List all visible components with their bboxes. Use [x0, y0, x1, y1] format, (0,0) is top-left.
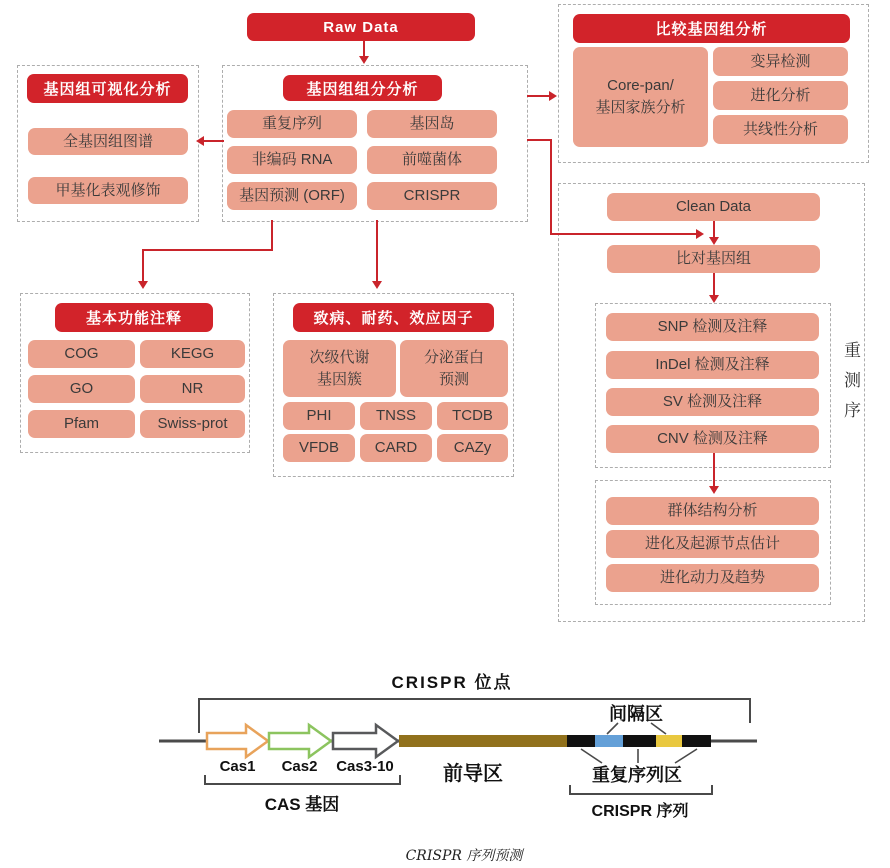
- arrowhead-visualization: [196, 136, 204, 146]
- repeat-region-label: 重复序列区: [592, 765, 682, 785]
- node-phi: PHI: [283, 402, 355, 430]
- leader-region-label: 前导区: [443, 763, 503, 785]
- crispr-sequence-label: CRISPR 序列: [591, 803, 689, 820]
- node-gene-island: 基因岛: [367, 110, 497, 138]
- node-snp: SNP 检测及注释: [606, 313, 819, 341]
- secreted-protein-line1: 分泌蛋白: [423, 348, 484, 366]
- arrowhead-align: [709, 237, 719, 245]
- node-nr: NR: [140, 375, 245, 403]
- node-secondary-metabolite: [283, 340, 396, 397]
- spacer-segment-blue: [595, 735, 623, 747]
- leader-region-bar: [399, 735, 567, 747]
- resequencing-side-label: 重测序: [841, 341, 860, 431]
- crispr-locus-title: CRISPR 位点: [391, 673, 513, 692]
- node-secreted-protein: [400, 340, 508, 397]
- cas1-gene-arrow: [207, 725, 268, 757]
- component-title: 基因组组分分析: [283, 75, 442, 101]
- node-card: CARD: [360, 434, 432, 462]
- repeat-segment-2: [623, 735, 656, 747]
- arrow-component-to-pathogen: [376, 220, 378, 283]
- node-gene-prediction: 基因预测 (ORF): [227, 182, 357, 210]
- node-synteny-analysis: 共线性分析: [713, 115, 848, 144]
- arrow-component-to-comparative: [527, 95, 551, 97]
- arrowhead-comparative: [549, 91, 557, 101]
- node-sv: SV 检测及注释: [606, 388, 819, 416]
- node-prophage: 前噬菌体: [367, 146, 497, 174]
- node-origin-estimation: 进化及起源节点估计: [606, 530, 819, 558]
- arrowhead-resequencing-merge: [696, 229, 704, 239]
- arrow-component-to-annotation-h: [142, 249, 273, 251]
- node-tcdb: TCDB: [437, 402, 508, 430]
- node-kegg: KEGG: [140, 340, 245, 368]
- secreted-protein-line2: 预测: [438, 370, 469, 388]
- node-cazy: CAZy: [437, 434, 508, 462]
- node-cog: COG: [28, 340, 135, 368]
- core-pan-line2: 基因家族分析: [595, 99, 686, 116]
- arrowhead-variants: [709, 295, 719, 303]
- arrow-component-to-resequencing-h2: [550, 233, 698, 235]
- core-pan-line1: Core-pan/: [607, 77, 674, 95]
- node-pfam: Pfam: [28, 410, 135, 438]
- cas1-label: Cas1: [219, 758, 256, 775]
- arrow-component-to-annotation-v1: [271, 220, 273, 251]
- crispr-prediction-caption: CRISPR 序列预测: [405, 848, 523, 864]
- arrowhead-rawdata: [359, 56, 369, 64]
- spacer-region-label: 间隔区: [609, 704, 663, 724]
- cas3-10-label: Cas3-10: [336, 758, 394, 775]
- arrow-component-to-annotation-v2: [142, 250, 144, 283]
- node-crispr: CRISPR: [367, 182, 497, 210]
- node-swissprot: Swiss-prot: [140, 410, 245, 438]
- annotation-title: 基本功能注释: [55, 303, 213, 332]
- node-evolution-analysis: 进化分析: [713, 81, 848, 110]
- cas-gene-group-label: CAS 基因: [264, 795, 340, 814]
- cas3-10-gene-arrow: [333, 725, 398, 757]
- comparative-title: 比较基因组分析: [573, 14, 850, 43]
- node-evolution-trend: 进化动力及趋势: [606, 564, 819, 592]
- node-cnv: CNV 检测及注释: [606, 425, 819, 453]
- node-core-pan: [573, 47, 708, 147]
- arrow-component-to-resequencing-h1: [527, 139, 552, 141]
- secondary-metabolite-line1: 次级代谢: [309, 348, 370, 366]
- node-align-genome: 比对基因组: [607, 245, 820, 273]
- node-whole-genome-map: 全基因组图谱: [28, 128, 188, 155]
- secondary-metabolite-line2: 基因簇: [316, 370, 362, 388]
- cas-gene-bracket: [205, 775, 400, 784]
- node-methylation: 甲基化表观修饰: [28, 177, 188, 204]
- repeat-segment-1: [567, 735, 595, 747]
- node-vfdb: VFDB: [283, 434, 355, 462]
- node-variant-detection: 变异检测: [713, 47, 848, 76]
- arrow-align-to-variants: [713, 273, 715, 297]
- node-indel: InDel 检测及注释: [606, 351, 819, 379]
- arrow-component-to-visualization: [202, 140, 224, 142]
- node-clean-data: Clean Data: [607, 193, 820, 221]
- repeat-segment-3: [682, 735, 711, 747]
- cas2-label: Cas2: [281, 758, 318, 775]
- visualization-title: 基因组可视化分析: [27, 74, 188, 103]
- arrow-variants-to-evolution: [713, 453, 715, 488]
- arrowhead-annotation: [138, 281, 148, 289]
- raw-data-node: Raw Data: [247, 13, 475, 41]
- arrowhead-evolution: [709, 486, 719, 494]
- spacer-segment-yellow: [656, 735, 682, 747]
- node-noncoding-rna: 非编码 RNA: [227, 146, 357, 174]
- node-go: GO: [28, 375, 135, 403]
- node-population-structure: 群体结构分析: [606, 497, 819, 525]
- node-tnss: TNSS: [360, 402, 432, 430]
- arrow-component-to-resequencing-v: [550, 139, 552, 235]
- node-repeat-sequence: 重复序列: [227, 110, 357, 138]
- cas2-gene-arrow: [269, 725, 331, 757]
- arrowhead-pathogen: [372, 281, 382, 289]
- pathogen-title: 致病、耐药、效应因子: [293, 303, 494, 332]
